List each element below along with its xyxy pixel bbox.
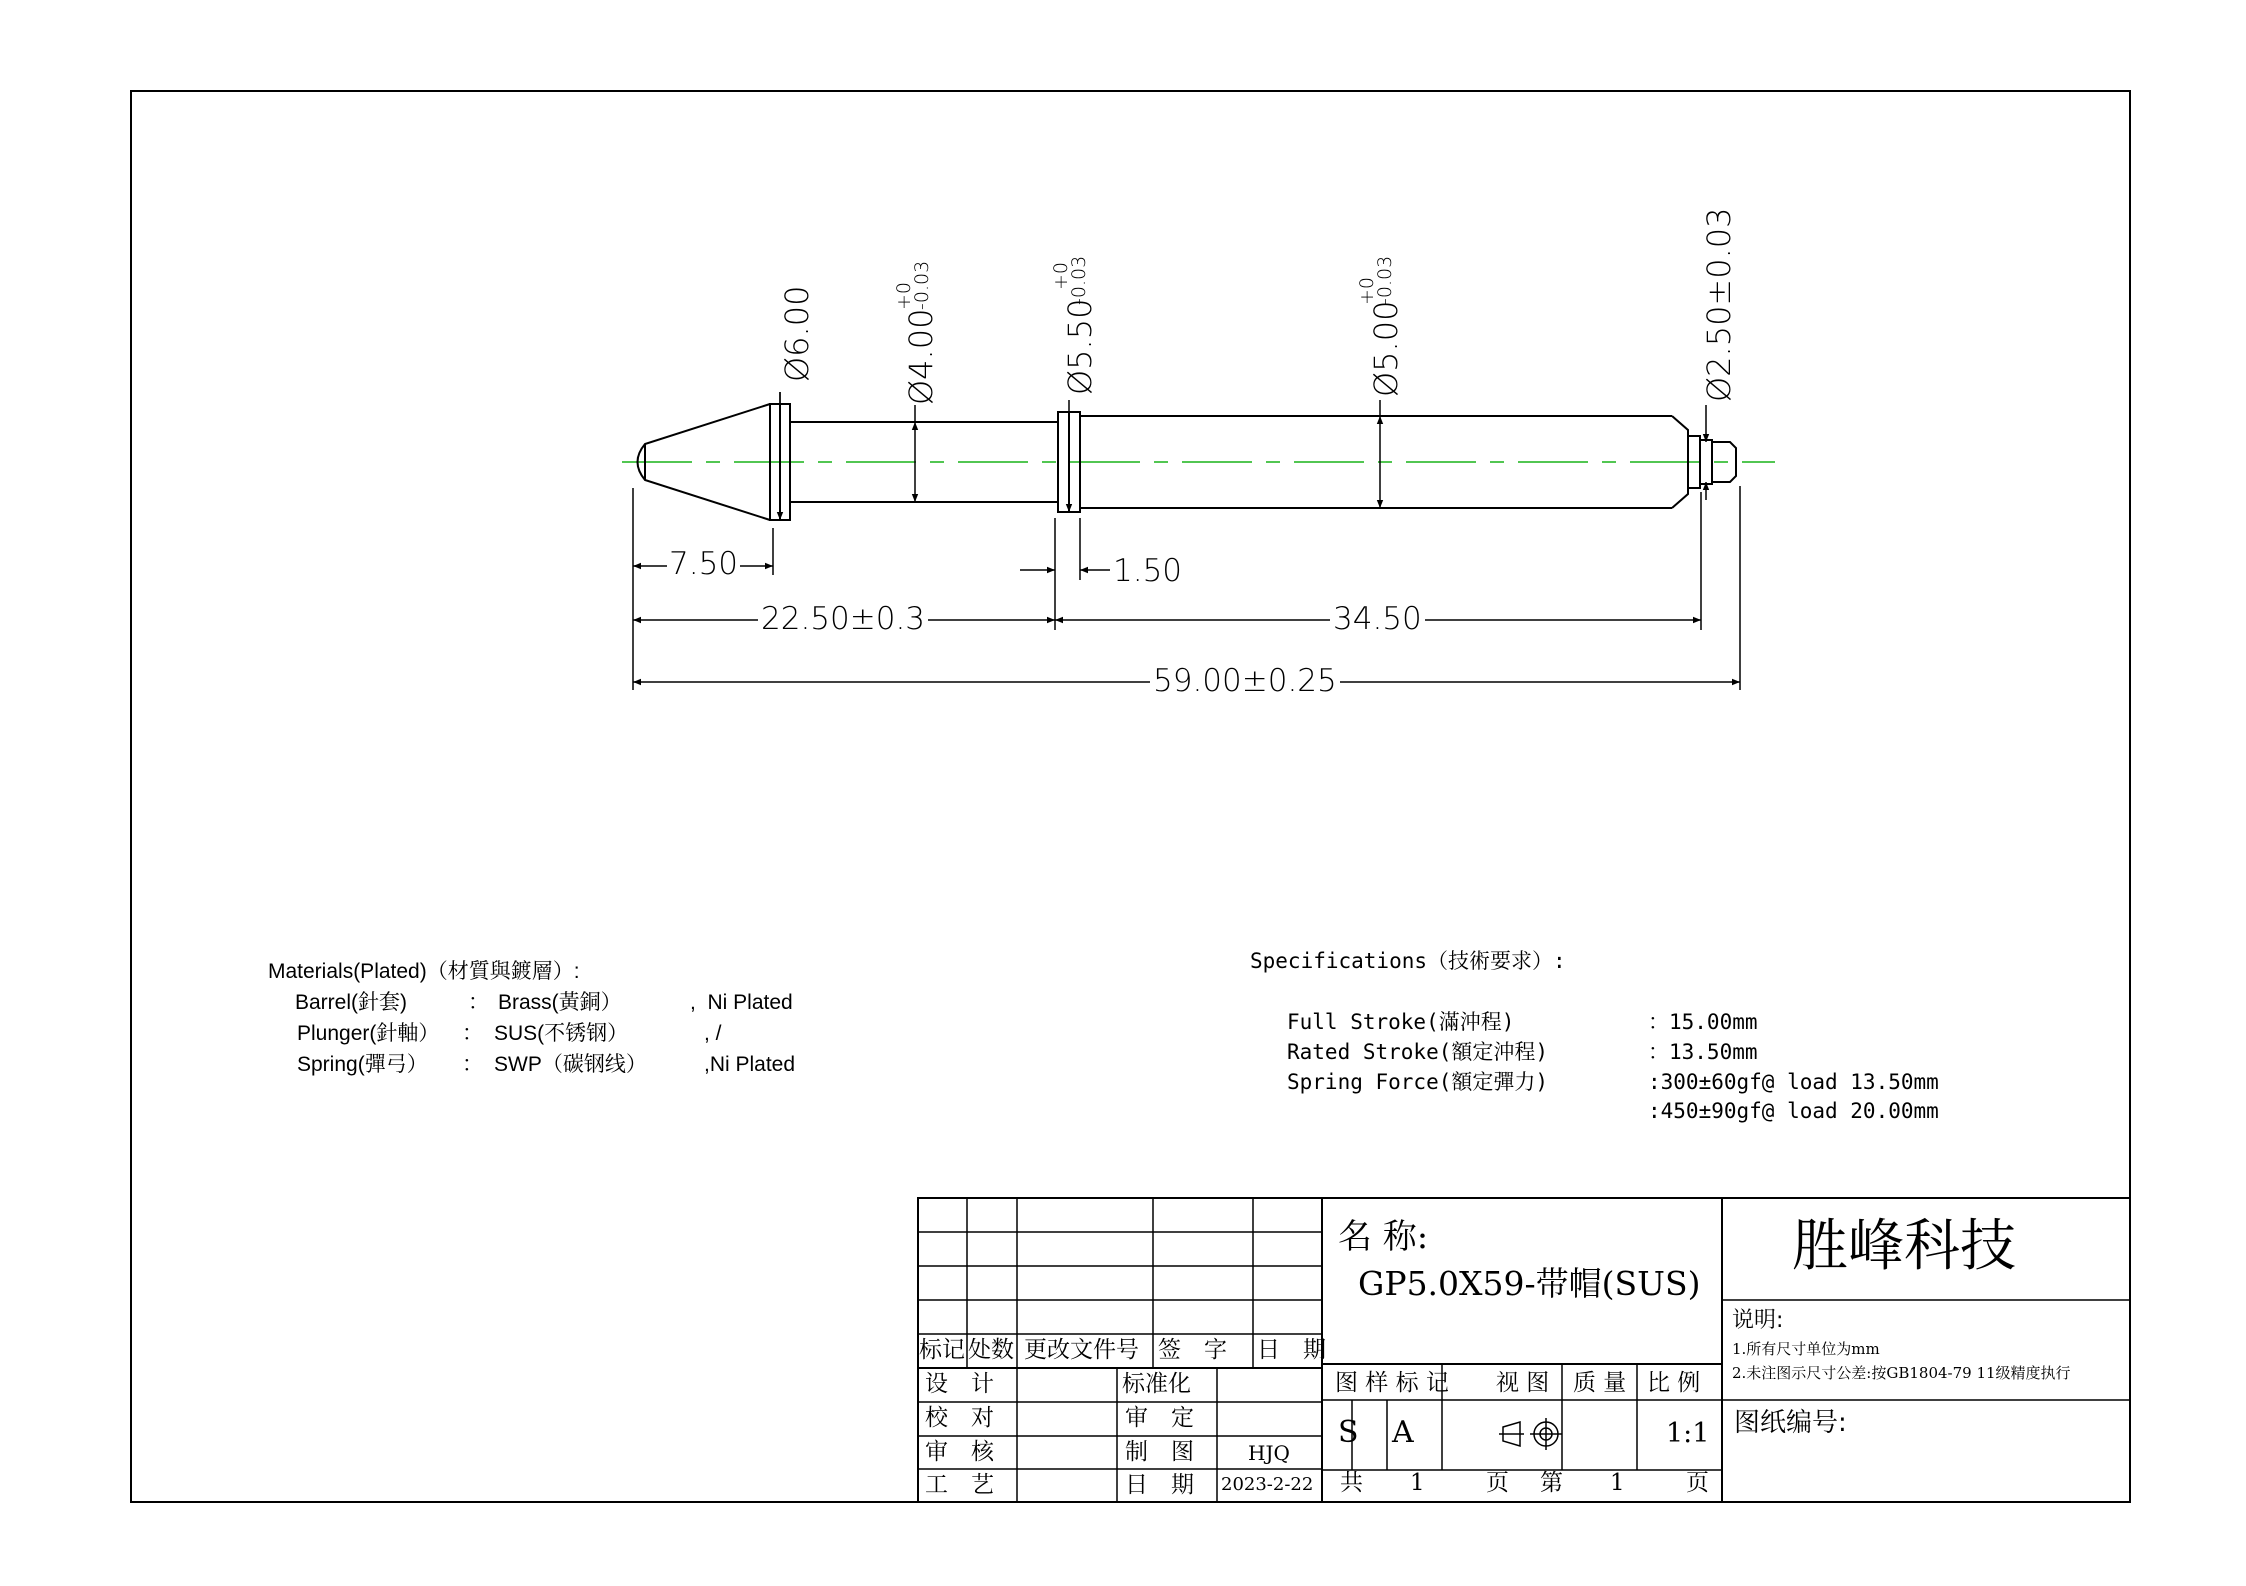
materials-plating: , / bbox=[704, 1022, 722, 1045]
note-2: 2.未注图示尺寸公差:按GB1804-79 11级精度执行 bbox=[1732, 1364, 2071, 1382]
spec-label: Full Stroke(滿沖程) bbox=[1287, 1010, 1515, 1034]
role-drafter: 制 图 bbox=[1125, 1439, 1194, 1465]
dim-dia-5-tol-up: +0 bbox=[1356, 276, 1378, 305]
dim-length-59: 59.00±0.25 bbox=[1150, 666, 1340, 697]
dim-dia-2-5: Ø2.50±0.03 bbox=[1700, 207, 1738, 402]
role-approve: 审 定 bbox=[1125, 1405, 1194, 1431]
dim-length-34-5: 34.50 bbox=[1330, 604, 1425, 635]
name-label: 名 称: bbox=[1338, 1217, 1429, 1257]
rev-header-count: 处数 bbox=[968, 1337, 1014, 1363]
part-name: GP5.0X59-带帽(SUS) bbox=[1358, 1264, 1701, 1303]
dimension-lines bbox=[633, 392, 1740, 690]
stage-s: S bbox=[1338, 1415, 1359, 1450]
materials-material: Brass(黃銅） bbox=[498, 991, 622, 1014]
sheet-no-label: 第 bbox=[1540, 1470, 1563, 1496]
dim-length-22-5: 22.50±0.3 bbox=[758, 604, 928, 635]
drafter-value: HJQ bbox=[1248, 1441, 1290, 1465]
spec-value: ：15.00mm bbox=[1648, 1010, 1758, 1034]
role-check: 校 对 bbox=[925, 1405, 994, 1431]
role-process: 工 艺 bbox=[925, 1472, 994, 1498]
spec-value: ：13.50mm bbox=[1648, 1040, 1758, 1064]
scale-header: 比 例 bbox=[1647, 1370, 1701, 1396]
view-header: 视 图 bbox=[1496, 1370, 1550, 1396]
spec-heading: Specifications（技術要求）: bbox=[1250, 949, 1566, 973]
sheet-total-label: 共 bbox=[1340, 1470, 1363, 1496]
spec-value: :300±60gf@ load 13.50mm bbox=[1648, 1070, 1939, 1094]
dim-dia-5-tol-down: -0.03 bbox=[1374, 255, 1396, 305]
mass-header: 质 量 bbox=[1573, 1370, 1627, 1396]
sheet-unit: 页 bbox=[1686, 1470, 1709, 1496]
drawing-number-label: 图纸编号: bbox=[1734, 1408, 1847, 1438]
role-standard: 标准化 bbox=[1122, 1371, 1191, 1397]
materials-plating: , Ni Plated bbox=[690, 991, 793, 1014]
dim-dia-4-tol-up: +0 bbox=[893, 281, 915, 310]
role-date: 日 期 bbox=[1125, 1472, 1194, 1498]
scale-value: 1:1 bbox=[1666, 1418, 1710, 1449]
materials-part: Spring(彈弓） bbox=[297, 1053, 428, 1076]
rev-header-doc: 更改文件号 bbox=[1024, 1337, 1139, 1363]
date-value: 2023-2-22 bbox=[1221, 1474, 1314, 1495]
sheet-no: 1 bbox=[1610, 1470, 1625, 1496]
materials-part: Barrel(針套) bbox=[295, 991, 408, 1014]
role-review: 审 核 bbox=[925, 1439, 994, 1465]
materials-sep: ： bbox=[462, 1053, 483, 1076]
materials-heading: Materials(Plated)（材質與鍍層）: bbox=[268, 960, 580, 983]
projection-symbol-icon bbox=[1499, 1418, 1562, 1450]
spec-value: :450±90gf@ load 20.00mm bbox=[1648, 1099, 1939, 1123]
materials-material: SUS(不锈钢） bbox=[494, 1022, 629, 1045]
spec-label: Spring Force(額定彈力) bbox=[1287, 1070, 1549, 1094]
materials-sep: ： bbox=[468, 991, 489, 1014]
spec-label: Rated Stroke(額定沖程) bbox=[1287, 1040, 1549, 1064]
company-name: 胜峰科技 bbox=[1792, 1214, 2016, 1279]
materials-part: Plunger(針軸） bbox=[297, 1022, 440, 1045]
materials-plating: ,Ni Plated bbox=[704, 1053, 796, 1076]
stage-a: A bbox=[1392, 1415, 1414, 1450]
dim-dia-5-5: Ø5.50 bbox=[1061, 298, 1099, 395]
materials-material: SWP（碳钢线） bbox=[494, 1053, 647, 1076]
dim-length-7-5: 7.50 bbox=[669, 546, 739, 582]
dim-dia-4-tol-down: -0.03 bbox=[911, 260, 933, 310]
dim-dia-4: Ø4.00 bbox=[902, 308, 940, 405]
stage-header: 图 样 标 记 bbox=[1335, 1370, 1449, 1396]
dim-dia-5-5-tol-up: +0 bbox=[1050, 261, 1072, 290]
sheet-total: 1 bbox=[1410, 1470, 1425, 1496]
note-1: 1.所有尺寸单位为mm bbox=[1732, 1340, 1880, 1358]
rev-header-sign: 签 字 bbox=[1158, 1337, 1227, 1363]
dim-dia-6: Ø6.00 bbox=[778, 285, 816, 382]
dim-dia-5: Ø5.00 bbox=[1367, 300, 1405, 397]
role-design: 设 计 bbox=[925, 1371, 994, 1397]
rev-header-mark: 标记 bbox=[919, 1337, 965, 1363]
rev-header-date: 日 期 bbox=[1257, 1337, 1326, 1363]
materials-sep: ： bbox=[462, 1022, 483, 1045]
drawing-border bbox=[131, 91, 2130, 1502]
sheet-unit: 页 bbox=[1486, 1470, 1509, 1496]
dim-length-1-5: 1.50 bbox=[1113, 553, 1183, 589]
dim-dia-5-5-tol-down: -0.03 bbox=[1068, 255, 1090, 305]
notes-heading: 说明: bbox=[1732, 1308, 1784, 1333]
